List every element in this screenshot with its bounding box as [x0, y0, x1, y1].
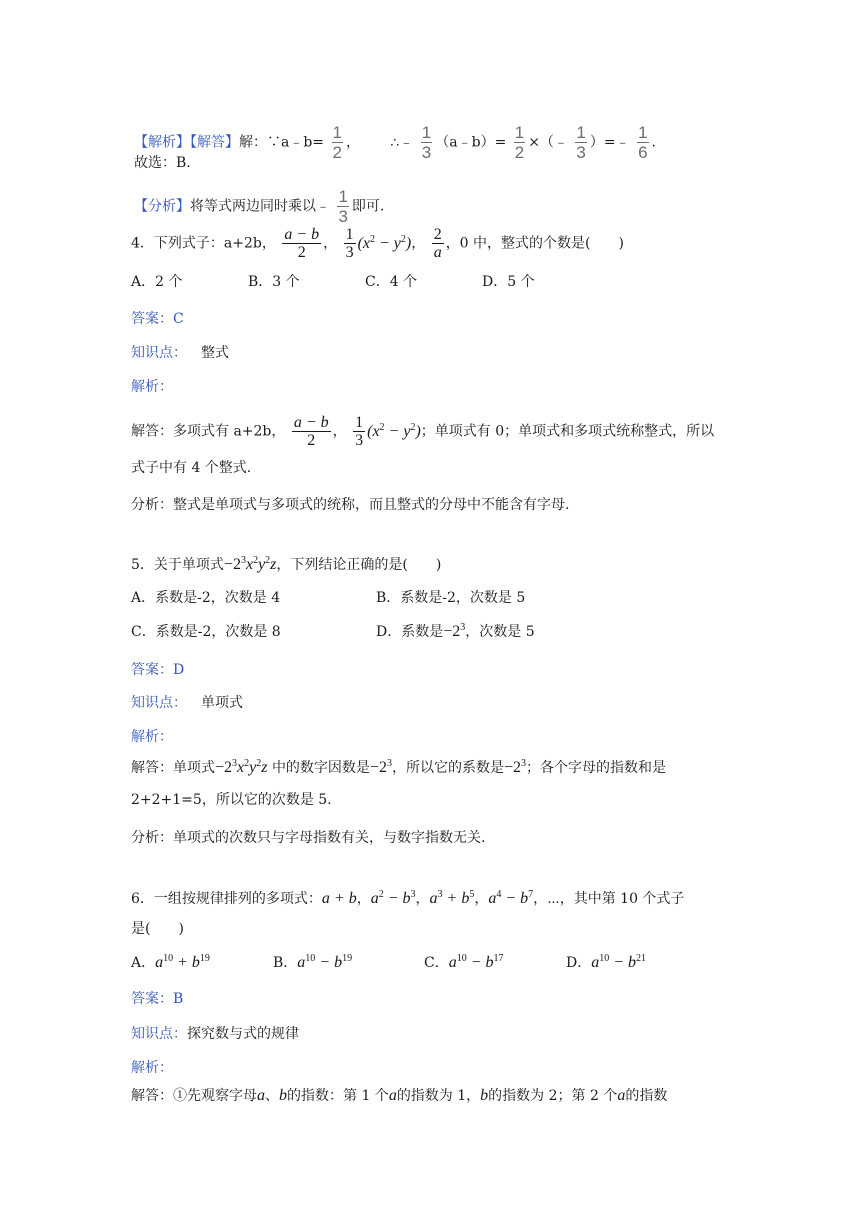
q6-answer: 答案：B: [131, 991, 184, 1007]
fraction-one-sixth: $\frac{1}{6}$: [638, 123, 648, 162]
q4-answer: 答案：C: [131, 311, 184, 327]
q4-option-a: A．2 个: [131, 274, 183, 290]
math-fraction: $\frac{a - b}{2}$: [284, 226, 320, 261]
fraction-one-third: $\frac{1}{3}$: [338, 187, 348, 226]
q3-choice: 故选：B.: [134, 155, 191, 171]
q6-option-d: D．$a^{10} - b^{21}$: [566, 953, 647, 971]
q4-knowledge: 知识点： 整式: [131, 345, 229, 361]
q6-jiexi-label: 解析：: [131, 1060, 173, 1076]
q6-option-c: C．$a^{10} - b^{17}$: [424, 953, 504, 971]
q4-option-c: C．4 个: [365, 274, 418, 290]
q6-option-a: A．$a^{10} + b^{19}$: [131, 953, 210, 971]
q4-option-b: B．3 个: [248, 274, 300, 290]
q5-solution-line2: 2+2+1=5，所以它的次数是 5.: [131, 792, 332, 808]
q5-option-b: B．系数是-2，次数是 5: [376, 590, 526, 606]
q4-solution-line2: 式子中有 4 个整式.: [131, 460, 252, 476]
q4-jiexi-label: 解析：: [131, 379, 173, 395]
fraction-one-half: $\frac{1}{2}$: [514, 123, 525, 162]
q3-analysis: 【分析】将等式两边同时乘以﹣ $\frac{1}{3}$ 即可.: [134, 187, 385, 226]
q3-solution-line: 【解析】【解答】解：∵a﹣b= $\frac{1}{2}$ ， ∴﹣ $\frac{1}{3}$ （a﹣b）= $\frac{1}{2}$ ×（﹣ $\frac{1}{3}$ ）=﹣ $\frac{1}{6}$ .: [134, 123, 656, 162]
math-fraction: $\frac{1}{3}$: [345, 226, 354, 261]
q4-stem: 4．下列式子：a+2b， $\frac{a - b}{2}$ ， $\frac{1}{3}$ $(x^2 - y^2)$， $\frac{2}{a}$ ，0 中，整式的个数是( ): [131, 226, 624, 261]
q5-jiexi-label: 解析：: [131, 729, 173, 745]
math-monomial: $-2^3x^2y^2z$: [223, 555, 277, 573]
math-fraction: $\frac{a - b}{2}$: [293, 414, 329, 449]
q4-option-d: D．5 个: [482, 274, 535, 290]
q6-stem: 6．一组按规律排列的多项式：a + b，$a^2 - b^3$，$a^3 + b^5$，$a^4 - b^7$，⋯，其中第 10 个式子: [131, 889, 685, 907]
q5-solution: 解答：单项式$-2^3x^2y^2z$ 中的数字因数是$-2^3$，所以它的系数是$-2^3$；各个字母的指数和是: [131, 758, 666, 776]
q6-solution: 解答：①先观察字母a、b的指数：第 1 个a的指数为 1，b的指数为 2；第 2 个a的指数: [131, 1087, 668, 1104]
math-fraction: $\frac{2}{a}$: [433, 226, 442, 261]
q4-solution: 解答：多项式有 a+2b， $\frac{a - b}{2}$ ， $\frac{1}{3}$ $(x^2 - y^2)$；单项式有 0；单项式和多项式统称整式，所以: [131, 414, 715, 449]
fraction-one-third: $\frac{1}{3}$: [421, 123, 432, 162]
q5-analysis: 分析：单项式的次数只与字母指数有关，与数字指数无关.: [131, 830, 486, 846]
q6-knowledge: 知识点：探究数与式的规律: [131, 1026, 299, 1042]
fraction-one-third: $\frac{1}{3}$: [576, 123, 586, 162]
jieda-tag: 【解答】: [190, 134, 239, 151]
jiexi-tag: 【解析】: [134, 134, 190, 151]
q5-option-a: A．系数是-2，次数是 4: [131, 590, 281, 606]
q6-option-b: B．$a^{10} - b^{19}$: [273, 953, 353, 971]
q5-option-d: D．系数是$-2^3$，次数是 5: [376, 622, 535, 640]
q4-analysis: 分析：整式是单项式与多项式的统称，而且整式的分母中不能含有字母.: [131, 497, 570, 513]
q5-answer: 答案：D: [131, 662, 185, 678]
q5-knowledge: 知识点： 单项式: [131, 695, 243, 711]
q5-stem: 5．关于单项式$-2^3x^2y^2z$，下列结论正确的是( ): [131, 555, 442, 573]
fraction-one-half: $\frac{1}{2}$: [332, 123, 342, 162]
q5-option-c: C．系数是-2，次数是 8: [131, 624, 281, 640]
math-fraction: $\frac{1}{3}$: [355, 414, 364, 449]
q6-stem-line2: 是( ): [131, 921, 184, 937]
analysis-tag: 【分析】: [134, 198, 190, 215]
